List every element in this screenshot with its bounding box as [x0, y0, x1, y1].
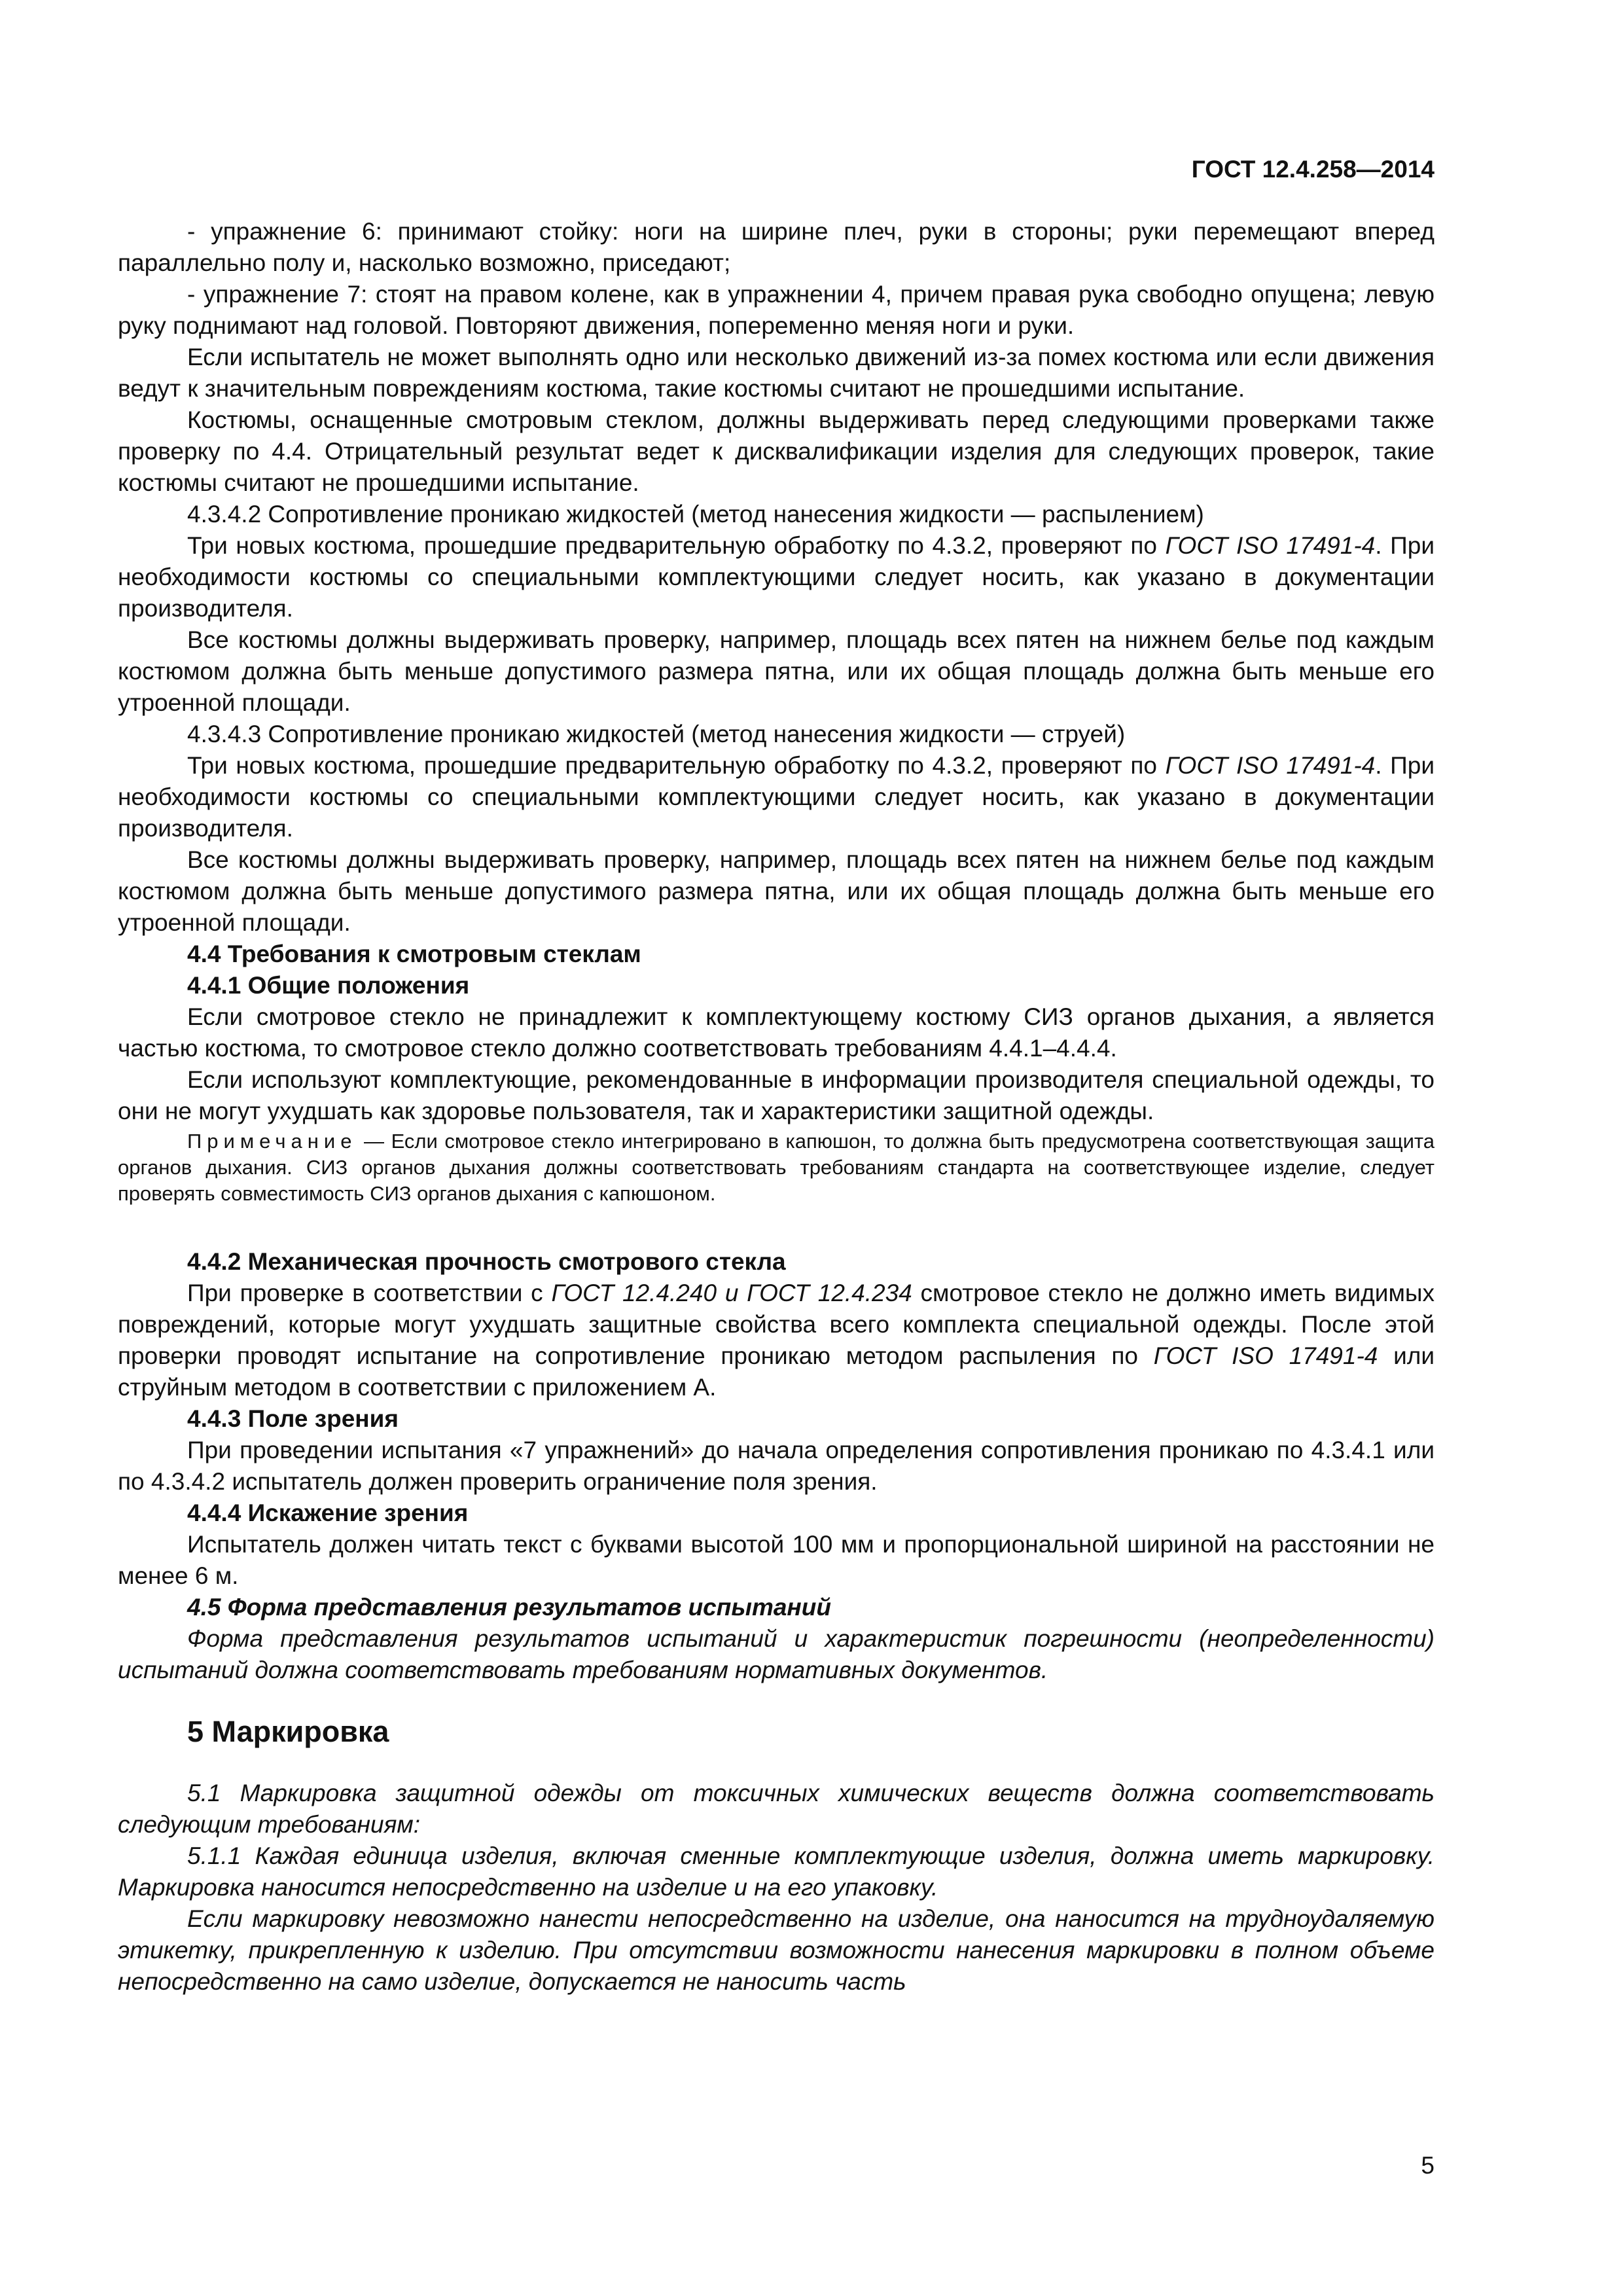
section-4-4-2-paragraph: При проверке в соответствии с ГОСТ 12.4.240 и ГОСТ 12.4.234 смотровое стекло не должно иметь видимых повреждений, которые могут ухудшать защитные свойства всего комплекта специальной одежды. После этой проверки проводят испытание на сопротивление проникаю методом распыления по ГОСТ ISO 17491-4 или струйным методом в соответствии с приложением А. — [118, 1280, 1435, 1401]
section-4-4-1-paragraph-1: Если смотровое стекло не принадлежит к комплектующему костюму СИЗ органов дыхания, а является частью костюма, то смотровое стекло должно соответствовать требованиям 4.4.1–4.4.4. — [118, 1003, 1435, 1062]
section-4-4-1-paragraph-2: Если используют комплектующие, рекомендованные в информации производителя специальной одежды, то они не могут ухудшать как здоровье пользователя, так и характеристики защитной одежды. — [118, 1066, 1435, 1124]
section-4-4-2-heading: 4.4.2 Механическая прочность смотрового стекла — [187, 1248, 786, 1275]
standard-header: ГОСТ 12.4.258—2014 — [1191, 156, 1435, 183]
section-5-heading: 5 Маркировка — [187, 1715, 389, 1748]
section-4-4-heading: 4.4 Требования к смотровым стеклам — [187, 941, 641, 967]
section-4-4-3-paragraph: При проведении испытания «7 упражнений» до начала определения сопротивления проникаю по 4.3.4.1 или по 4.3.4.2 испытатель должен проверить ограничение поля зрения. — [118, 1437, 1435, 1495]
standard-reference: ГОСТ 12.4.240 и ГОСТ 12.4.234 — [551, 1280, 912, 1306]
clause-4-3-4-3-criteria: Все костюмы должны выдерживать проверку, например, площадь всех пятен на нижнем белье под каждым костюмом должна быть меньше допустимого размера пятна, или их общая площадь должна быть меньше его утроенной площади. — [118, 846, 1435, 936]
clause-5-1-1-paragraph: 5.1.1 Каждая единица изделия, включая сменные комплектующие изделия, должна иметь маркировку. Маркировка наносится непосредственно на изделие и на его упаковку. — [118, 1842, 1435, 1901]
note-label: Примечание — [187, 1130, 357, 1153]
clause-5-1-paragraph: 5.1 Маркировка защитной одежды от токсичных химических веществ должна соответствовать следующим требованиям: — [118, 1780, 1435, 1838]
section-4-5-heading: 4.5 Форма представления результатов испытаний — [187, 1594, 831, 1621]
clause-4-3-4-2-criteria: Все костюмы должны выдерживать проверку, например, площадь всех пятен на нижнем белье под каждым костюмом должна быть меньше допустимого размера пятна, или их общая площадь должна быть меньше его утроенной площади. — [118, 626, 1435, 716]
clause-4-3-4-2-method: Три новых костюма, прошедшие предварительную обработку по 4.3.2, проверяют по ГОСТ ISO 17491-4. При необходимости костюмы со специальными комплектующими следует носить, как указано в документации производителя. — [118, 532, 1435, 622]
standard-reference: ГОСТ ISO 17491-4 — [1165, 532, 1376, 559]
section-4-4-1-heading: 4.4.1 Общие положения — [187, 972, 470, 999]
note-paragraph: Примечание — Если смотровое стекло интегрировано в капюшон, то должна быть предусмотрена соответствующая защита органов дыхания. СИЗ органов дыхания должны соответствовать требованиям стандарта на соответствующее изделие, следует проверять совместимость СИЗ органов дыхания с капюшоном. — [118, 1130, 1435, 1205]
standard-reference: ГОСТ ISO 17491-4 — [1153, 1342, 1378, 1369]
clause-4-3-4-3-title: 4.3.4.3 Сопротивление проникаю жидкостей (метод нанесения жидкости — струей) — [187, 721, 1126, 747]
failure-condition-paragraph: Если испытатель не может выполнять одно или несколько движений из-за помех костюма или если движения ведут к значительным повреждениям костюма, такие костюмы считают не прошедшими испытание. — [118, 344, 1435, 402]
section-4-4-3-heading: 4.4.3 Поле зрения — [187, 1405, 399, 1432]
exercise-6-paragraph: - упражнение 6: принимают стойку: ноги на ширине плеч, руки в стороны; руки перемещают вперед параллельно полу и, насколько возможно, приседают; — [118, 218, 1435, 276]
standard-reference: ГОСТ ISO 17491-4 — [1165, 752, 1376, 779]
page-number: 5 — [1421, 2152, 1435, 2179]
section-4-4-4-heading: 4.4.4 Искажение зрения — [187, 1499, 469, 1526]
spacer — [118, 1207, 1435, 1246]
clause-4-3-4-3-method: Три новых костюма, прошедшие предварительную обработку по 4.3.2, проверяют по ГОСТ ISO 17491-4. При необходимости костюмы со специальными комплектующими следует носить, как указано в документации производителя. — [118, 752, 1435, 842]
exercise-7-paragraph: - упражнение 7: стоят на правом колене, как в упражнении 4, причем правая рука свободно опущена; левую руку поднимают над головой. Повторяют движения, попеременно меняя ноги и руки. — [118, 281, 1435, 339]
section-4-4-4-paragraph: Испытатель должен читать текст с буквами высотой 100 мм и пропорциональной шириной на расстоянии не менее 6 м. — [118, 1531, 1435, 1589]
label-placement-paragraph: Если маркировку невозможно нанести непосредственно на изделие, она наносится на трудноудаляемую этикетку, прикрепленную к изделию. При отсутствии возможности нанесения маркировки в полном объеме непосредственно на само изделие, допускается не наносить часть — [118, 1905, 1435, 1995]
clause-4-3-4-2-title: 4.3.4.2 Сопротивление проникаю жидкостей (метод нанесения жидкости — распылением) — [187, 501, 1204, 528]
page-body — [118, 216, 1435, 1998]
section-4-5-paragraph: Форма представления результатов испытаний и характеристик погрешности (неопределенности) испытаний должна соответствовать требованиям нормативных документов. — [118, 1625, 1435, 1683]
visor-check-paragraph: Костюмы, оснащенные смотровым стеклом, должны выдерживать перед следующими проверками также проверку по 4.4. Отрицательный результат ведет к дисквалификации изделия для следующих проверок, такие костюмы считают не прошедшими испытание. — [118, 406, 1435, 496]
